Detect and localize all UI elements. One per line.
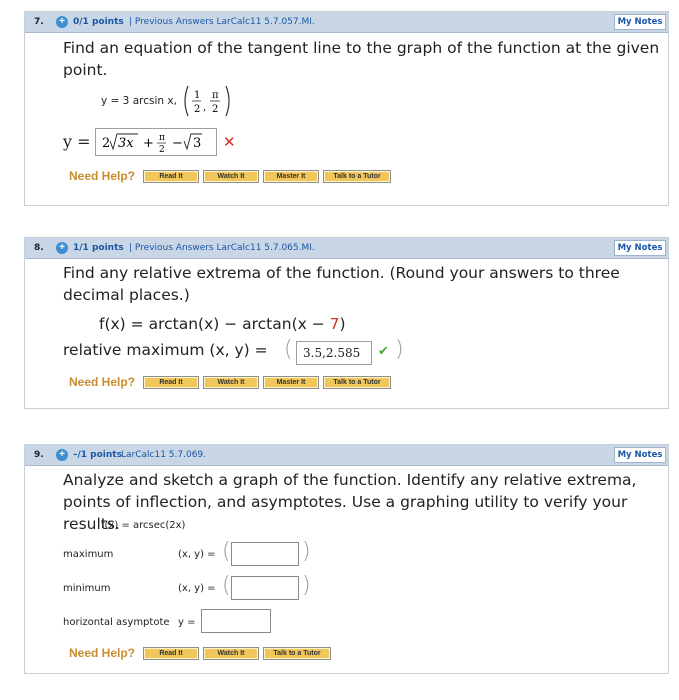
minimum-eq: (x, y) = [178, 583, 216, 594]
svg-text:2: 2 [159, 145, 165, 155]
master-it-button[interactable]: Master It [263, 376, 319, 389]
points-link[interactable]: 1/1 points [73, 243, 124, 253]
question-9 [24, 444, 669, 674]
question-number: 7. [34, 17, 44, 27]
answer-math [100, 129, 216, 155]
function-suffix: ) [339, 315, 346, 333]
svg-text:−: − [172, 136, 183, 151]
svg-text:,: , [203, 102, 207, 113]
given-function [101, 95, 177, 107]
answer-input[interactable]: 3.5,2.585 [296, 341, 372, 365]
question-number: 9. [34, 450, 44, 460]
svg-text:1: 1 [194, 90, 201, 101]
question-header [25, 445, 668, 466]
expand-icon[interactable]: + [56, 16, 68, 28]
watch-it-button[interactable]: Watch It [203, 170, 259, 183]
question-meta[interactable]: LarCalc11 5.7.069. [121, 450, 207, 460]
question-meta[interactable]: | Previous Answers LarCalc11 5.7.057.MI. [129, 17, 315, 27]
watch-it-button[interactable]: Watch It [203, 647, 259, 660]
master-it-button[interactable]: Master It [263, 170, 319, 183]
horizontal-asymptote-eq: y = [178, 617, 196, 628]
function-text: y = 3 arcsin x, [101, 95, 177, 107]
function-seven: 7 [329, 315, 340, 333]
close-paren: ) [395, 337, 404, 362]
points-link[interactable]: –/1 points [73, 450, 122, 460]
svg-text:π: π [212, 90, 219, 101]
my-notes-button[interactable]: My Notes [614, 447, 666, 463]
cross-icon: ✕ [223, 134, 236, 151]
question-7 [24, 11, 669, 206]
my-notes-button[interactable]: My Notes [614, 240, 666, 256]
open-paren: ( [222, 573, 231, 598]
read-it-button[interactable]: Read It [143, 376, 199, 389]
open-paren: ( [222, 539, 231, 564]
svg-text:+: + [143, 136, 154, 151]
need-help-label: Need Help? [69, 646, 136, 660]
answer-input[interactable] [95, 128, 217, 156]
function-prefix: f(x) = arctan(x) − arctan(x − [99, 315, 330, 333]
answer-label: relative maximum (x, y) = [63, 341, 268, 359]
question-header [25, 238, 668, 259]
talk-to-tutor-button[interactable]: Talk to a Tutor [323, 170, 391, 183]
maximum-label: maximum [63, 549, 114, 560]
answer-label: y = [63, 132, 91, 151]
close-paren: ) [302, 573, 311, 598]
watch-it-button[interactable]: Watch It [203, 376, 259, 389]
horizontal-asymptote-input[interactable] [201, 609, 271, 633]
need-help-label: Need Help? [69, 169, 136, 183]
svg-text:3x: 3x [118, 136, 134, 151]
expand-icon[interactable]: + [56, 449, 68, 461]
question-prompt: Analyze and sketch a graph of the function. Identify any relative extrema, points of inflection, and asymptotes. Use a graphing utility to verify your results. [63, 471, 637, 533]
maximum-input[interactable] [231, 542, 299, 566]
close-paren: ) [302, 539, 311, 564]
minimum-input[interactable] [231, 576, 299, 600]
talk-to-tutor-button[interactable]: Talk to a Tutor [323, 376, 391, 389]
svg-text:2: 2 [194, 104, 201, 115]
svg-text:3: 3 [193, 136, 202, 151]
read-it-button[interactable]: Read It [143, 647, 199, 660]
maximum-eq: (x, y) = [178, 549, 216, 560]
function-expression [99, 313, 499, 335]
talk-to-tutor-button[interactable]: Talk to a Tutor [263, 647, 331, 660]
open-paren: ( [284, 337, 293, 362]
question-header [25, 12, 668, 33]
svg-text:2: 2 [102, 136, 111, 151]
question-meta[interactable]: | Previous Answers LarCalc11 5.7.065.MI. [129, 243, 315, 253]
question-8 [24, 237, 669, 409]
point-fraction-graphic [181, 84, 233, 118]
question-prompt: Find an equation of the tangent line to the graph of the function at the given point. [63, 39, 660, 79]
question-number: 8. [34, 243, 44, 253]
need-help-label: Need Help? [69, 375, 136, 389]
svg-text:π: π [159, 133, 165, 143]
minimum-label: minimum [63, 583, 111, 594]
svg-text:2: 2 [212, 104, 219, 115]
check-icon: ✔ [378, 343, 389, 358]
question-prompt: Find any relative extrema of the function. (Round your answers to three decimal places.) [63, 264, 620, 304]
function-expression: f(x) = arcsec(2x) [101, 520, 186, 531]
read-it-button[interactable]: Read It [143, 170, 199, 183]
given-point [181, 84, 233, 118]
points-link[interactable]: 0/1 points [73, 17, 124, 27]
expand-icon[interactable]: + [56, 242, 68, 254]
my-notes-button[interactable]: My Notes [614, 14, 666, 30]
horizontal-asymptote-label: horizontal asymptote [63, 617, 170, 628]
